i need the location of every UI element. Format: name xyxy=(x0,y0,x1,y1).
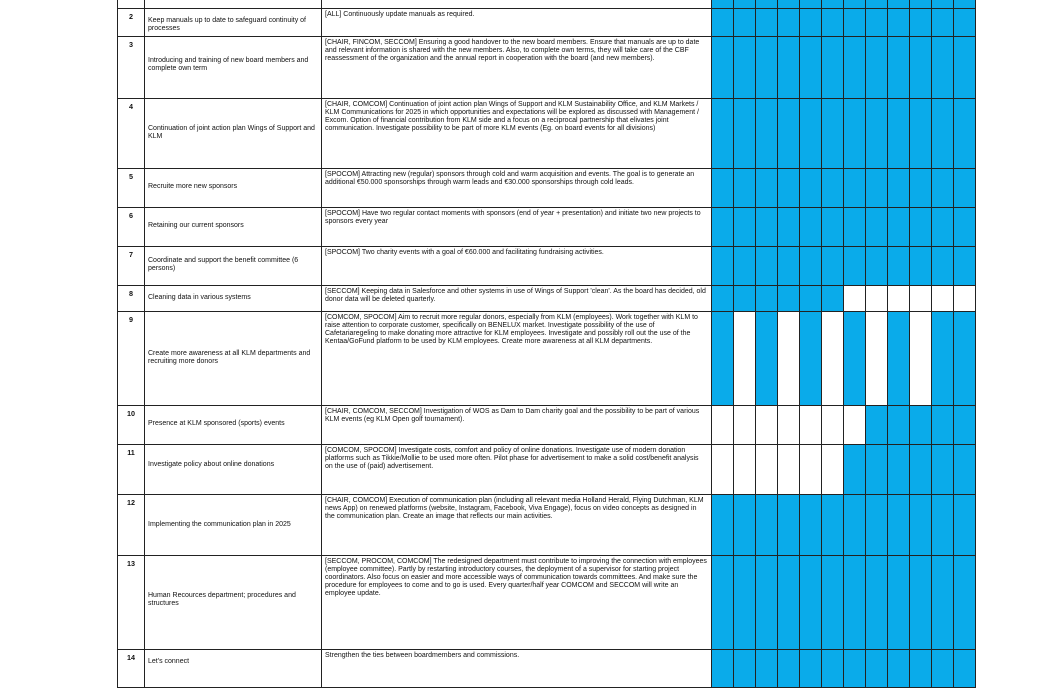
timeline-cell-6 xyxy=(822,37,844,99)
timeline-cell-8 xyxy=(866,495,888,556)
timeline-cell-6 xyxy=(822,650,844,688)
goal-text: Continuation of joint action plan Wings of Support and KLM xyxy=(148,125,315,140)
timeline-cell-5 xyxy=(800,495,822,556)
goal-cell xyxy=(145,556,322,650)
description-cell xyxy=(322,312,712,406)
timeline-cell-5 xyxy=(800,208,822,247)
description-text: [SECCOM] Keeping data in Salesforce and other systems in use of Wings of Support 'clean'. As the board has decided, old donor data will be deleted quarterly. xyxy=(325,288,706,303)
timeline-cell-2 xyxy=(734,406,756,445)
row-number-cell xyxy=(118,9,145,37)
timeline-cell-3 xyxy=(756,169,778,208)
timeline-cell-9 xyxy=(888,556,910,650)
timeline-cell-2 xyxy=(734,208,756,247)
timeline-cell-11 xyxy=(932,495,954,556)
timeline-cell-7 xyxy=(844,556,866,650)
timeline-cell-8 xyxy=(866,0,888,9)
goal-text: Presence at KLM sponsored (sports) events xyxy=(148,420,285,427)
timeline-cell-3 xyxy=(756,286,778,312)
timeline-cell-9 xyxy=(888,247,910,286)
timeline-cell-11 xyxy=(932,286,954,312)
timeline-cell-2 xyxy=(734,9,756,37)
timeline-cell-12 xyxy=(954,37,976,99)
timeline-cell-1 xyxy=(712,650,734,688)
description-text: Strengthen the ties between boardmembers and commissions. xyxy=(325,652,520,659)
table-row xyxy=(118,495,976,556)
timeline-cell-9 xyxy=(888,99,910,169)
table-row xyxy=(118,0,976,9)
timeline-cell-7 xyxy=(844,9,866,37)
timeline-cell-12 xyxy=(954,9,976,37)
timeline-cell-6 xyxy=(822,9,844,37)
description-text: [COMCOM, SPOCOM] Investigate costs, comfort and policy of online donations. Investigate use of modern donation platforms such as Tikkie/Mollie to be used more often. Pilot phase for advertisement to make a solid cost/benefit analysis on the use of (paid) advertisement. xyxy=(325,447,699,470)
timeline-cell-1 xyxy=(712,556,734,650)
timeline-cell-2 xyxy=(734,0,756,9)
timeline-cell-2 xyxy=(734,445,756,495)
row-number: 14 xyxy=(127,653,135,662)
timeline-cell-7 xyxy=(844,445,866,495)
timeline-cell-11 xyxy=(932,0,954,9)
description-cell xyxy=(322,650,712,688)
goal-text: Human Recources department; procedures and structures xyxy=(148,592,296,607)
description-cell xyxy=(322,406,712,445)
timeline-cell-7 xyxy=(844,99,866,169)
timeline-cell-5 xyxy=(800,0,822,9)
timeline-cell-10 xyxy=(910,247,932,286)
timeline-cell-6 xyxy=(822,99,844,169)
timeline-cell-8 xyxy=(866,208,888,247)
timeline-cell-9 xyxy=(888,208,910,247)
timeline-cell-3 xyxy=(756,445,778,495)
timeline-cell-9 xyxy=(888,650,910,688)
description-cell xyxy=(322,208,712,247)
timeline-cell-3 xyxy=(756,406,778,445)
timeline-cell-6 xyxy=(822,495,844,556)
timeline-cell-2 xyxy=(734,650,756,688)
timeline-cell-7 xyxy=(844,286,866,312)
row-number-cell xyxy=(118,0,145,9)
timeline-cell-3 xyxy=(756,37,778,99)
timeline-cell-4 xyxy=(778,247,800,286)
timeline-cell-1 xyxy=(712,0,734,9)
timeline-cell-4 xyxy=(778,556,800,650)
timeline-cell-1 xyxy=(712,312,734,406)
timeline-cell-9 xyxy=(888,286,910,312)
timeline-cell-11 xyxy=(932,208,954,247)
table-row xyxy=(118,650,976,688)
timeline-cell-12 xyxy=(954,406,976,445)
row-number-cell xyxy=(118,37,145,99)
timeline-cell-4 xyxy=(778,9,800,37)
row-number: 8 xyxy=(129,289,133,298)
timeline-cell-6 xyxy=(822,556,844,650)
goal-cell xyxy=(145,208,322,247)
timeline-cell-12 xyxy=(954,0,976,9)
table-row xyxy=(118,556,976,650)
goal-cell xyxy=(145,406,322,445)
timeline-cell-12 xyxy=(954,208,976,247)
timeline-cell-1 xyxy=(712,495,734,556)
timeline-cell-8 xyxy=(866,556,888,650)
timeline-cell-2 xyxy=(734,247,756,286)
row-number: 5 xyxy=(129,172,133,181)
timeline-cell-1 xyxy=(712,208,734,247)
description-text: [CHAIR, COMCOM, SECCOM] Investigation of WOS as Dam to Dam charity goal and the possibility to be part of various KLM events (eg KLM Open golf tournament). xyxy=(325,408,700,423)
timeline-cell-12 xyxy=(954,286,976,312)
goal-text: Implementing the communication plan in 2025 xyxy=(148,521,291,528)
timeline-cell-3 xyxy=(756,312,778,406)
row-number-cell xyxy=(118,495,145,556)
row-number-cell xyxy=(118,286,145,312)
timeline-cell-10 xyxy=(910,99,932,169)
description-text: [CHAIR, COMCOM] Execution of communication plan (including all relevant media Holland Herald, Flying Dutchman, KLM news App) on renewed platforms (website, Instagram, Facebook, Viva Engage), focus on video concepts as designed in the communication plan. Create an image that reflects our main activities. xyxy=(325,497,704,520)
timeline-cell-4 xyxy=(778,169,800,208)
table-row xyxy=(118,169,976,208)
timeline-cell-7 xyxy=(844,37,866,99)
row-number: 7 xyxy=(129,250,133,259)
timeline-cell-7 xyxy=(844,208,866,247)
row-number: 9 xyxy=(129,315,133,324)
description-text: [ALL] Continuously update manuals as required. xyxy=(325,11,475,18)
timeline-cell-8 xyxy=(866,406,888,445)
timeline-cell-12 xyxy=(954,495,976,556)
description-cell xyxy=(322,445,712,495)
timeline-cell-8 xyxy=(866,286,888,312)
goal-text: Keep manuals up to date to safeguard continuity of processes xyxy=(148,17,306,32)
timeline-cell-3 xyxy=(756,650,778,688)
timeline-cell-5 xyxy=(800,9,822,37)
action-plan-table xyxy=(117,0,976,688)
description-cell xyxy=(322,99,712,169)
row-number: 10 xyxy=(127,409,135,418)
timeline-cell-5 xyxy=(800,312,822,406)
timeline-cell-10 xyxy=(910,445,932,495)
timeline-cell-11 xyxy=(932,247,954,286)
timeline-cell-7 xyxy=(844,247,866,286)
timeline-cell-10 xyxy=(910,0,932,9)
timeline-cell-6 xyxy=(822,169,844,208)
row-number-cell xyxy=(118,99,145,169)
timeline-cell-5 xyxy=(800,650,822,688)
timeline-cell-7 xyxy=(844,169,866,208)
goal-text: Coordinate and support the benefit committee (6 persons) xyxy=(148,257,299,272)
goal-cell xyxy=(145,286,322,312)
timeline-cell-11 xyxy=(932,312,954,406)
timeline-cell-7 xyxy=(844,406,866,445)
timeline-cell-4 xyxy=(778,37,800,99)
table-row xyxy=(118,286,976,312)
timeline-cell-1 xyxy=(712,247,734,286)
timeline-cell-8 xyxy=(866,650,888,688)
timeline-cell-1 xyxy=(712,286,734,312)
timeline-cell-6 xyxy=(822,406,844,445)
goal-cell xyxy=(145,37,322,99)
timeline-cell-12 xyxy=(954,247,976,286)
timeline-cell-9 xyxy=(888,312,910,406)
timeline-cell-4 xyxy=(778,208,800,247)
timeline-cell-11 xyxy=(932,9,954,37)
goal-text: Create more awareness at all KLM departments and recruiting more donors xyxy=(148,350,311,365)
description-cell xyxy=(322,286,712,312)
description-text: [SPOCOM] Attracting new (regular) sponsors through cold and warm acquisition and events. The goal is to generate an additional €50.000 sponsorships through warm leads and €30.000 sponsorships through cold leads. xyxy=(325,171,695,186)
timeline-cell-2 xyxy=(734,99,756,169)
timeline-cell-2 xyxy=(734,286,756,312)
table-row xyxy=(118,406,976,445)
goal-cell xyxy=(145,247,322,286)
timeline-cell-9 xyxy=(888,406,910,445)
table-row xyxy=(118,312,976,406)
timeline-cell-8 xyxy=(866,312,888,406)
table-row xyxy=(118,247,976,286)
table-row xyxy=(118,445,976,495)
goal-text: Let's connect xyxy=(148,658,190,665)
goal-cell xyxy=(145,445,322,495)
description-cell xyxy=(322,169,712,208)
timeline-cell-11 xyxy=(932,37,954,99)
goal-text: Investigate policy about online donations xyxy=(148,461,275,468)
description-text: [SPOCOM] Have two regular contact moments with sponsors (end of year + presentation) and initiate two new projects to sponsors every year xyxy=(325,210,701,225)
timeline-cell-8 xyxy=(866,445,888,495)
timeline-cell-3 xyxy=(756,0,778,9)
row-number: 6 xyxy=(129,211,133,220)
timeline-cell-8 xyxy=(866,37,888,99)
timeline-cell-11 xyxy=(932,650,954,688)
timeline-cell-10 xyxy=(910,9,932,37)
timeline-cell-5 xyxy=(800,99,822,169)
timeline-cell-7 xyxy=(844,495,866,556)
row-number-cell xyxy=(118,445,145,495)
timeline-cell-9 xyxy=(888,169,910,208)
timeline-cell-8 xyxy=(866,247,888,286)
timeline-cell-5 xyxy=(800,37,822,99)
timeline-cell-5 xyxy=(800,169,822,208)
timeline-cell-1 xyxy=(712,99,734,169)
timeline-cell-6 xyxy=(822,208,844,247)
goal-text: Cleaning data in various systems xyxy=(148,294,251,301)
timeline-cell-10 xyxy=(910,406,932,445)
timeline-cell-4 xyxy=(778,312,800,406)
timeline-cell-12 xyxy=(954,650,976,688)
timeline-cell-10 xyxy=(910,312,932,406)
description-cell xyxy=(322,0,712,9)
timeline-cell-4 xyxy=(778,286,800,312)
timeline-cell-6 xyxy=(822,445,844,495)
timeline-cell-1 xyxy=(712,406,734,445)
row-number: 2 xyxy=(129,12,133,21)
goal-cell xyxy=(145,650,322,688)
timeline-cell-5 xyxy=(800,445,822,495)
timeline-cell-3 xyxy=(756,556,778,650)
description-text: [SPOCOM] Two charity events with a goal of €60.000 and facilitating fundraising activities. xyxy=(325,249,604,256)
timeline-cell-2 xyxy=(734,37,756,99)
description-text: [CHAIR, FINCOM, SECCOM] Ensuring a good handover to the new board members. Ensure that manuals are up to date and relevant information is shared with the new members. Also, to complete own terms, they will take care of the CBF reassessment of the organization and the annual report in cooperation with the board (and new members). xyxy=(325,39,700,62)
timeline-cell-12 xyxy=(954,169,976,208)
timeline-cell-8 xyxy=(866,99,888,169)
action-plan-body xyxy=(118,0,976,688)
timeline-cell-2 xyxy=(734,556,756,650)
goal-cell xyxy=(145,9,322,37)
row-number-cell xyxy=(118,312,145,406)
timeline-cell-10 xyxy=(910,208,932,247)
timeline-cell-9 xyxy=(888,495,910,556)
description-cell xyxy=(322,9,712,37)
timeline-cell-10 xyxy=(910,495,932,556)
description-cell xyxy=(322,495,712,556)
description-text: [CHAIR, COMCOM] Continuation of joint action plan Wings of Support and KLM Sustainability Office, and KLM Markets / KLM Communications for 2025 in which opportunities and expectations will be explored as discussed with Management / Excom. Option of financial contribution from KLM side and a focus on a reciprocal partnership that elivates joint communication. Investigate possibility to be part of more KLM events (Eg. on board events for all divisions) xyxy=(325,101,699,132)
timeline-cell-11 xyxy=(932,556,954,650)
description-cell xyxy=(322,37,712,99)
timeline-cell-10 xyxy=(910,650,932,688)
timeline-cell-8 xyxy=(866,169,888,208)
timeline-cell-4 xyxy=(778,445,800,495)
timeline-cell-7 xyxy=(844,0,866,9)
timeline-cell-4 xyxy=(778,495,800,556)
description-text: [SECCOM, PROCOM, COMCOM] The redesigned department must contribute to improving the connection with employees (employee committee). Partly by restarting introductory courses, the deployment of a supervisor for starting project coordinators. Also focus on easier and more accessible ways of communication towards committees. And make sure the procedure for employees to come and to go is used. Every quarter/half year COMCOM and SECCOM will write an employee update. xyxy=(325,558,707,597)
goal-cell xyxy=(145,0,322,9)
timeline-cell-11 xyxy=(932,99,954,169)
timeline-cell-12 xyxy=(954,445,976,495)
table-row xyxy=(118,208,976,247)
table-row xyxy=(118,99,976,169)
timeline-cell-2 xyxy=(734,169,756,208)
timeline-cell-1 xyxy=(712,37,734,99)
timeline-cell-2 xyxy=(734,312,756,406)
table-row xyxy=(118,37,976,99)
timeline-cell-7 xyxy=(844,312,866,406)
timeline-cell-11 xyxy=(932,445,954,495)
row-number-cell xyxy=(118,247,145,286)
row-number-cell xyxy=(118,208,145,247)
timeline-cell-4 xyxy=(778,406,800,445)
row-number-cell xyxy=(118,169,145,208)
timeline-cell-11 xyxy=(932,406,954,445)
timeline-cell-9 xyxy=(888,37,910,99)
row-number: 12 xyxy=(127,498,135,507)
timeline-cell-10 xyxy=(910,37,932,99)
goal-text: Retaining our current sponsors xyxy=(148,222,244,229)
timeline-cell-5 xyxy=(800,406,822,445)
timeline-cell-3 xyxy=(756,247,778,286)
timeline-cell-9 xyxy=(888,9,910,37)
timeline-cell-1 xyxy=(712,169,734,208)
row-number-cell xyxy=(118,650,145,688)
timeline-cell-9 xyxy=(888,445,910,495)
row-number: 13 xyxy=(127,559,135,568)
timeline-cell-10 xyxy=(910,169,932,208)
goal-cell xyxy=(145,495,322,556)
timeline-cell-3 xyxy=(756,208,778,247)
timeline-cell-1 xyxy=(712,9,734,37)
timeline-cell-5 xyxy=(800,556,822,650)
timeline-cell-12 xyxy=(954,99,976,169)
description-text: [COMCOM, SPOCOM] Aim to recruit more regular donors, especially from KLM (employees). Work together with KLM to raise attention to corporate customer, specifically on BENELUX market. Investigate possibility of the use of Cafetariaregeling to make donating more attractive for KLM employees. Investigate and possibly roll out the use of the Kentaa/GoFund platform to be used by KLM employees. Create more awareness at all KLM departments. xyxy=(325,314,698,345)
timeline-cell-11 xyxy=(932,169,954,208)
row-number-cell xyxy=(118,406,145,445)
timeline-cell-6 xyxy=(822,286,844,312)
row-number: 3 xyxy=(129,40,133,49)
timeline-cell-8 xyxy=(866,9,888,37)
timeline-cell-5 xyxy=(800,286,822,312)
timeline-cell-7 xyxy=(844,650,866,688)
row-number: 11 xyxy=(127,448,135,457)
timeline-cell-12 xyxy=(954,556,976,650)
timeline-cell-6 xyxy=(822,312,844,406)
timeline-cell-4 xyxy=(778,99,800,169)
timeline-cell-4 xyxy=(778,650,800,688)
timeline-cell-3 xyxy=(756,99,778,169)
timeline-cell-2 xyxy=(734,495,756,556)
timeline-cell-10 xyxy=(910,556,932,650)
table-row xyxy=(118,9,976,37)
goal-text: Introducing and training of new board members and complete own term xyxy=(148,57,309,72)
description-cell xyxy=(322,247,712,286)
timeline-cell-10 xyxy=(910,286,932,312)
timeline-cell-3 xyxy=(756,495,778,556)
timeline-cell-3 xyxy=(756,9,778,37)
timeline-cell-6 xyxy=(822,247,844,286)
timeline-cell-4 xyxy=(778,0,800,9)
timeline-cell-6 xyxy=(822,0,844,9)
goal-text: Recruite more new sponsors xyxy=(148,183,238,190)
goal-cell xyxy=(145,99,322,169)
timeline-cell-9 xyxy=(888,0,910,9)
goal-cell xyxy=(145,312,322,406)
goal-cell xyxy=(145,169,322,208)
timeline-cell-5 xyxy=(800,247,822,286)
description-cell xyxy=(322,556,712,650)
row-number-cell xyxy=(118,556,145,650)
row-number: 4 xyxy=(129,102,133,111)
timeline-cell-12 xyxy=(954,312,976,406)
timeline-cell-1 xyxy=(712,445,734,495)
